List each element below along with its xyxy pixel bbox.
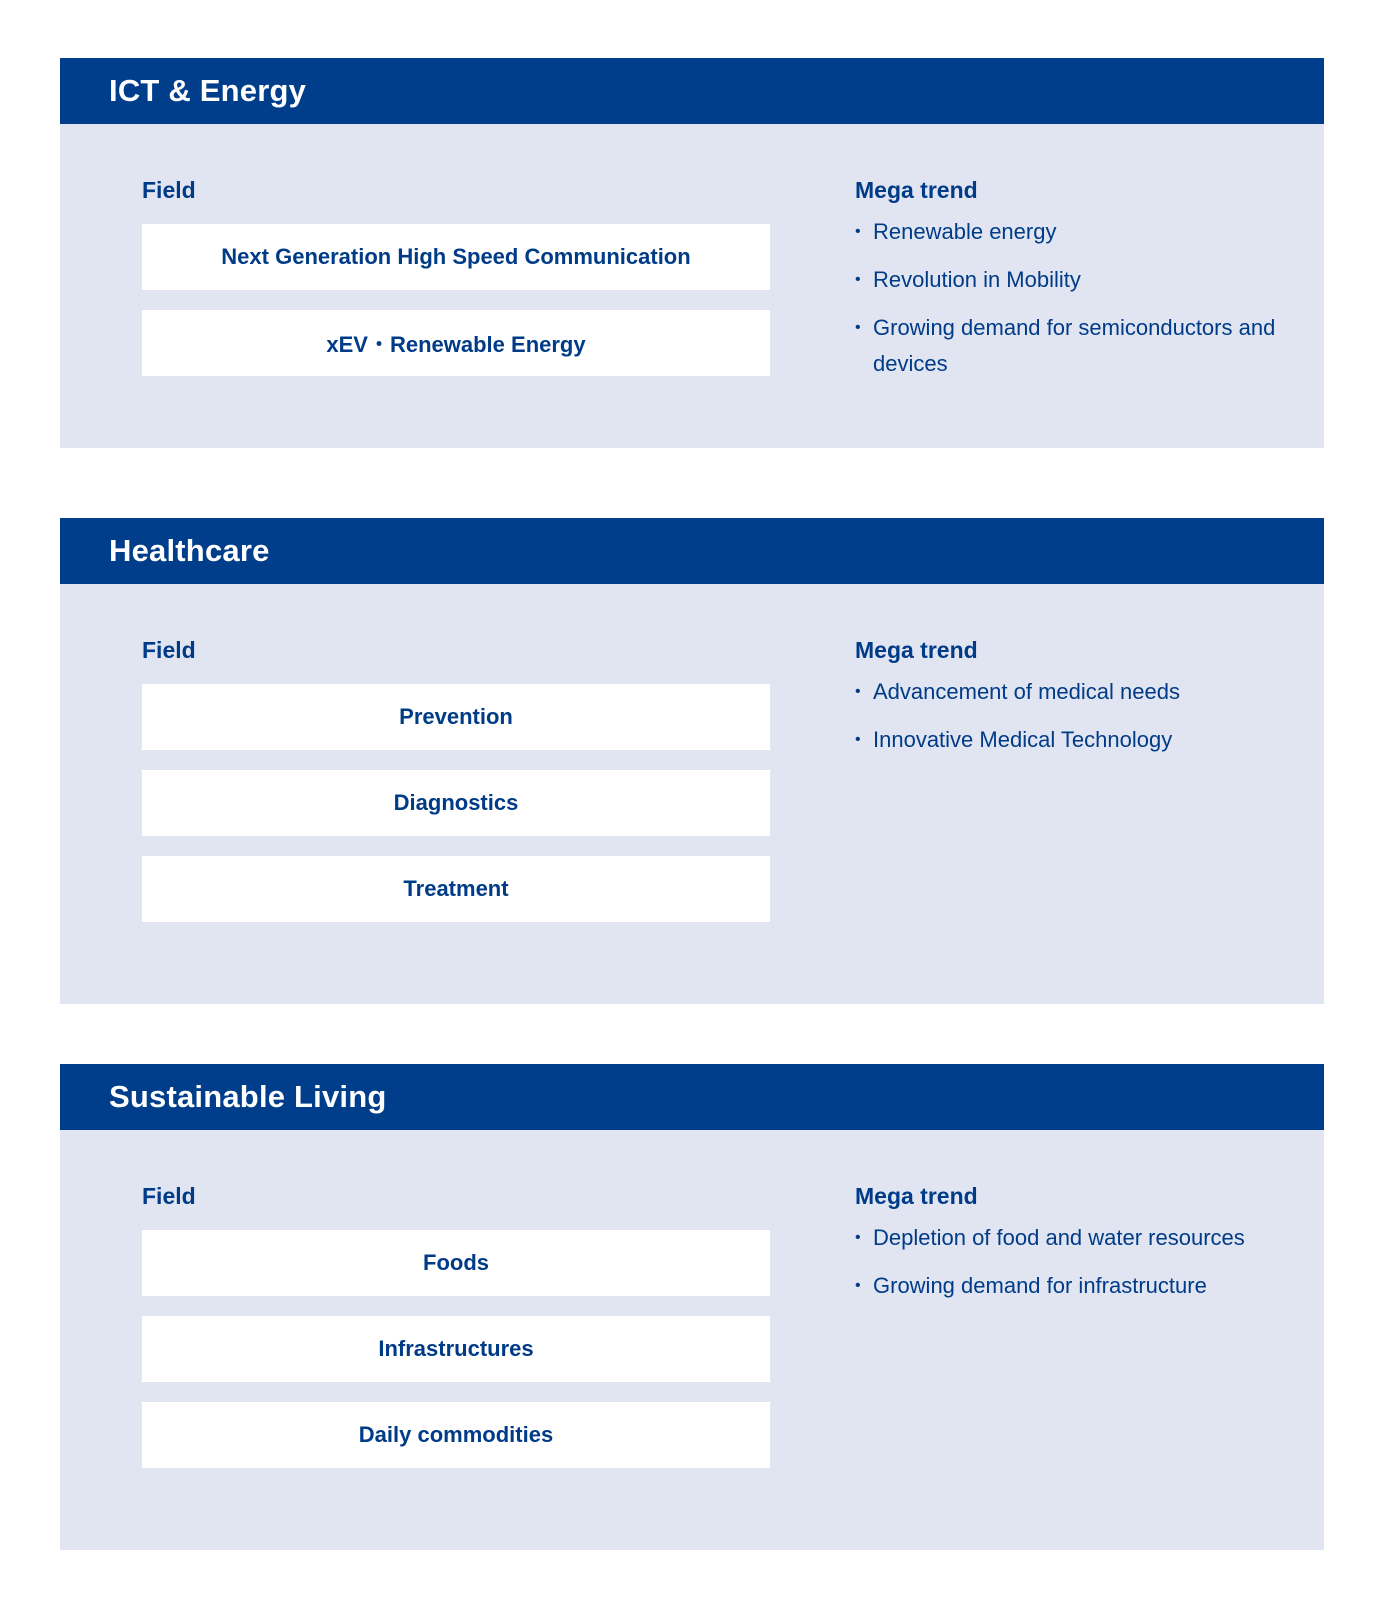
mega-trend-column — [855, 636, 1295, 770]
mega-trend-item — [855, 1268, 1295, 1304]
field-box: Treatment — [142, 856, 770, 922]
mega-trend-item — [855, 310, 1295, 382]
mega-trend-column — [855, 176, 1295, 394]
field-box: Prevention — [142, 684, 770, 750]
section-ict-energy — [60, 58, 1324, 448]
mega-trend-label: Mega trend — [855, 177, 978, 203]
mega-trend-text: Growing demand for semiconductors and devices — [873, 315, 1276, 376]
mega-trend-list — [855, 674, 1295, 758]
section-healthcare — [60, 518, 1324, 1004]
field-box: Foods — [142, 1230, 770, 1296]
mega-trend-list — [855, 214, 1295, 382]
mega-trend-text: Revolution in Mobility — [873, 267, 1081, 292]
mega-trend-text: Depletion of food and water resources — [873, 1225, 1245, 1250]
field-column — [142, 1182, 770, 1488]
field-column — [142, 176, 770, 396]
mega-trend-item — [855, 214, 1295, 250]
mega-trend-label: Mega trend — [855, 1183, 978, 1209]
bullet-icon: • — [855, 731, 861, 748]
bullet-icon: • — [855, 1229, 861, 1246]
field-label: Field — [142, 637, 196, 663]
field-column — [142, 636, 770, 942]
mega-trend-item — [855, 674, 1295, 710]
field-label: Field — [142, 1183, 196, 1209]
field-box: Daily commodities — [142, 1402, 770, 1468]
mega-trend-item — [855, 722, 1295, 758]
section-title: ICT & Energy — [60, 58, 1324, 124]
bullet-icon: • — [855, 223, 861, 240]
section-body — [60, 1130, 1324, 1550]
mega-trend-item — [855, 1220, 1295, 1256]
mega-trend-text: Advancement of medical needs — [873, 679, 1180, 704]
section-title: Sustainable Living — [60, 1064, 1324, 1130]
mega-trend-label: Mega trend — [855, 637, 978, 663]
mega-trend-text: Renewable energy — [873, 219, 1057, 244]
field-label: Field — [142, 177, 196, 203]
mega-trend-text: Innovative Medical Technology — [873, 727, 1173, 752]
section-sustainable-living — [60, 1064, 1324, 1550]
bullet-icon: • — [855, 271, 861, 288]
mega-trend-text: Growing demand for infrastructure — [873, 1273, 1207, 1298]
mega-trend-column — [855, 1182, 1295, 1316]
mega-trend-item — [855, 262, 1295, 298]
field-box: Infrastructures — [142, 1316, 770, 1382]
bullet-icon: • — [855, 683, 861, 700]
section-title: Healthcare — [60, 518, 1324, 584]
field-box: xEV・Renewable Energy — [142, 310, 770, 376]
section-body — [60, 124, 1324, 448]
bullet-icon: • — [855, 319, 861, 336]
field-box: Next Generation High Speed Communication — [142, 224, 770, 290]
field-box: Diagnostics — [142, 770, 770, 836]
section-body — [60, 584, 1324, 1004]
bullet-icon: • — [855, 1277, 861, 1294]
mega-trend-list — [855, 1220, 1295, 1304]
